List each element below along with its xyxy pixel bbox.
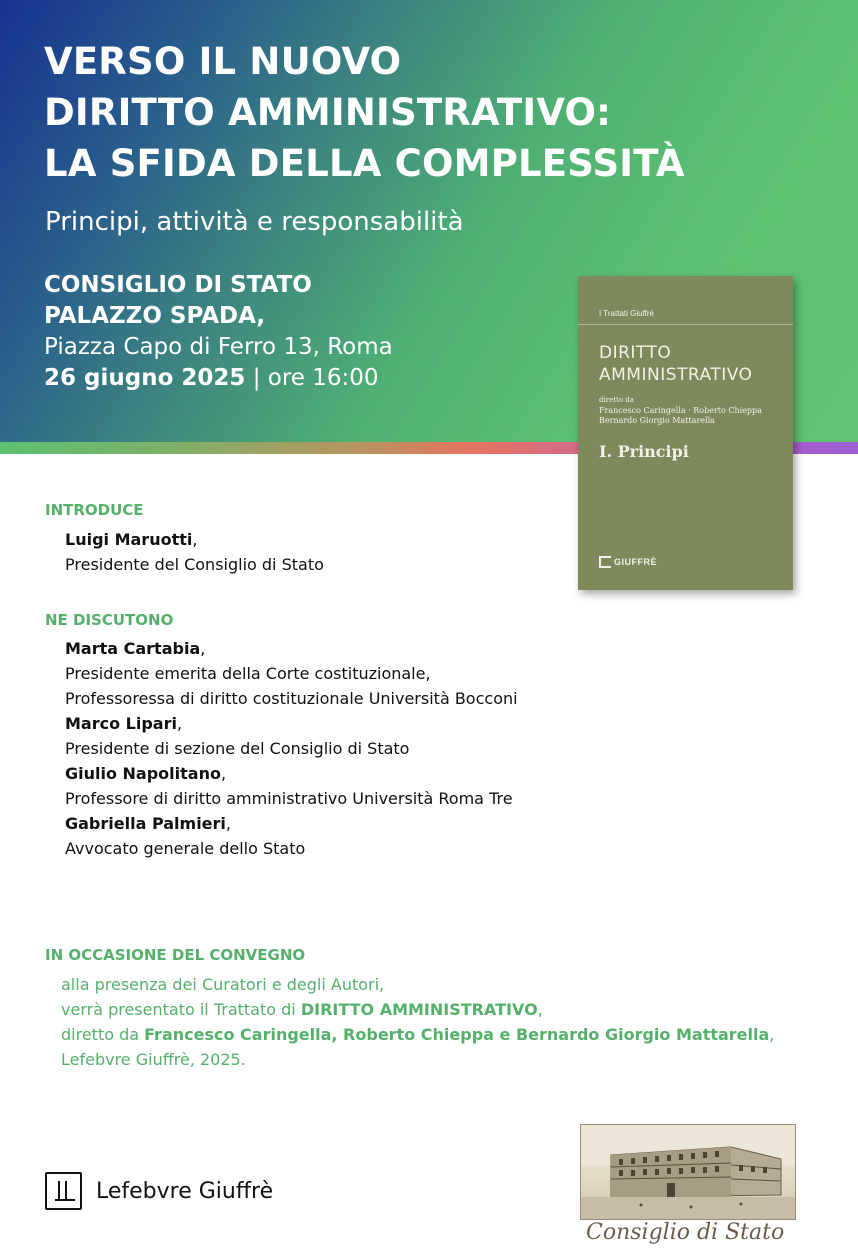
venue-block: [44, 270, 393, 394]
book-series: I Trattati Giuffrè: [599, 309, 654, 318]
speaker-name-row: Marco Lipari,: [65, 714, 183, 733]
book-authors-line-2: Bernardo Giorgio Mattarella: [599, 416, 715, 425]
palazzo-spada-engraving: [580, 1124, 796, 1220]
book-cover-rule: [578, 324, 793, 325]
book-title-line-1: DIRITTO: [599, 343, 672, 363]
speaker-role: Presidente di sezione del Consiglio di Stato: [65, 739, 410, 758]
venue-palace: PALAZZO SPADA,: [44, 303, 266, 329]
book-authors-line-1: Francesco Caringella · Roberto Chieppa: [599, 406, 762, 415]
event-datetime: [44, 363, 393, 394]
speaker-role: Professore di diritto amministrativo Università Roma Tre: [65, 789, 513, 808]
event-title-line-3: LA SFIDA DELLA COMPLESSITÀ: [44, 142, 685, 185]
speaker-name: Giulio Napolitano: [65, 764, 221, 783]
introduce-label: INTRODUCE: [45, 501, 144, 519]
speaker-role: Presidente emerita della Corte costituzionale,: [65, 664, 431, 683]
book-cover: [578, 276, 793, 590]
speaker-name: Marco Lipari: [65, 714, 177, 733]
speaker-name: Luigi Maruotti: [65, 530, 193, 549]
book-title: [599, 342, 752, 386]
book-volume: I. Principi: [599, 442, 689, 461]
occasion-line-4: Lefebvre Giuffrè, 2025.: [61, 1050, 246, 1069]
occasion-label: IN OCCASIONE DEL CONVEGNO: [45, 946, 306, 964]
publisher-logo-icon: [599, 556, 611, 568]
event-title-line-2: DIRITTO AMMINISTRATIVO:: [44, 91, 612, 134]
book-directed-by: diretto da: [599, 396, 634, 404]
event-subtitle: Principi, attività e responsabilità: [45, 207, 464, 237]
occasion-line-3-prefix: diretto da: [61, 1025, 145, 1044]
book-publisher: [599, 556, 657, 568]
occasion-line-2-suffix: ,: [537, 1000, 543, 1019]
publisher-logo: [45, 1172, 273, 1210]
event-date: 26 giugno 2025: [44, 365, 246, 391]
event-title: [44, 36, 685, 189]
publisher-logo-text: Lefebvre Giuffrè: [96, 1178, 274, 1204]
occasion-editors: Francesco Caringella, Roberto Chieppa e Bernardo Giorgio Mattarella: [144, 1025, 770, 1044]
venue-address: Piazza Capo di Ferro 13, Roma: [44, 334, 393, 360]
occasion-text: [61, 972, 774, 1072]
discussants-list: [65, 636, 518, 861]
speaker-role: Professoressa di diritto costituzionale Università Bocconi: [65, 689, 518, 708]
emblem-caption: Consiglio di Stato: [586, 1220, 785, 1245]
introduce-list: [65, 527, 324, 577]
occasion-line-2: [61, 997, 774, 1022]
palace-illustration-icon: [581, 1125, 795, 1219]
occasion-book-title: DIRITTO AMMINISTRATIVO: [300, 1000, 538, 1019]
speaker-name-row: Marta Cartabia,: [65, 639, 206, 658]
occasion-line-1: alla presenza dei Curatori e degli Autori,: [61, 975, 385, 994]
occasion-line-3: [61, 1022, 774, 1047]
speaker-name: Gabriella Palmieri: [65, 814, 226, 833]
speaker-name-row: Gabriella Palmieri,: [65, 814, 231, 833]
venue-institution: CONSIGLIO DI STATO: [44, 272, 312, 298]
speaker-name-row: Giulio Napolitano,: [65, 764, 227, 783]
event-title-line-1: VERSO IL NUOVO: [44, 40, 402, 83]
book-title-line-2: AMMINISTRATIVO: [599, 365, 753, 385]
event-time: ore 16:00: [267, 365, 379, 391]
lefebvre-giuffre-logo-icon: [45, 1172, 82, 1210]
publisher-name: GIUFFRÈ: [614, 557, 657, 567]
occasion-line-3-suffix: ,: [769, 1025, 775, 1044]
speaker-role: Presidente del Consiglio di Stato: [65, 555, 324, 574]
occasion-line-2-prefix: verrà presentato il Trattato di: [61, 1000, 301, 1019]
speaker-name: Marta Cartabia: [65, 639, 201, 658]
book-authors: [599, 406, 762, 426]
discussants-label: NE DISCUTONO: [45, 611, 174, 629]
speaker-name-row: Luigi Maruotti,: [65, 530, 198, 549]
speaker-role: Avvocato generale dello Stato: [65, 839, 306, 858]
datetime-separator: |: [245, 365, 268, 391]
